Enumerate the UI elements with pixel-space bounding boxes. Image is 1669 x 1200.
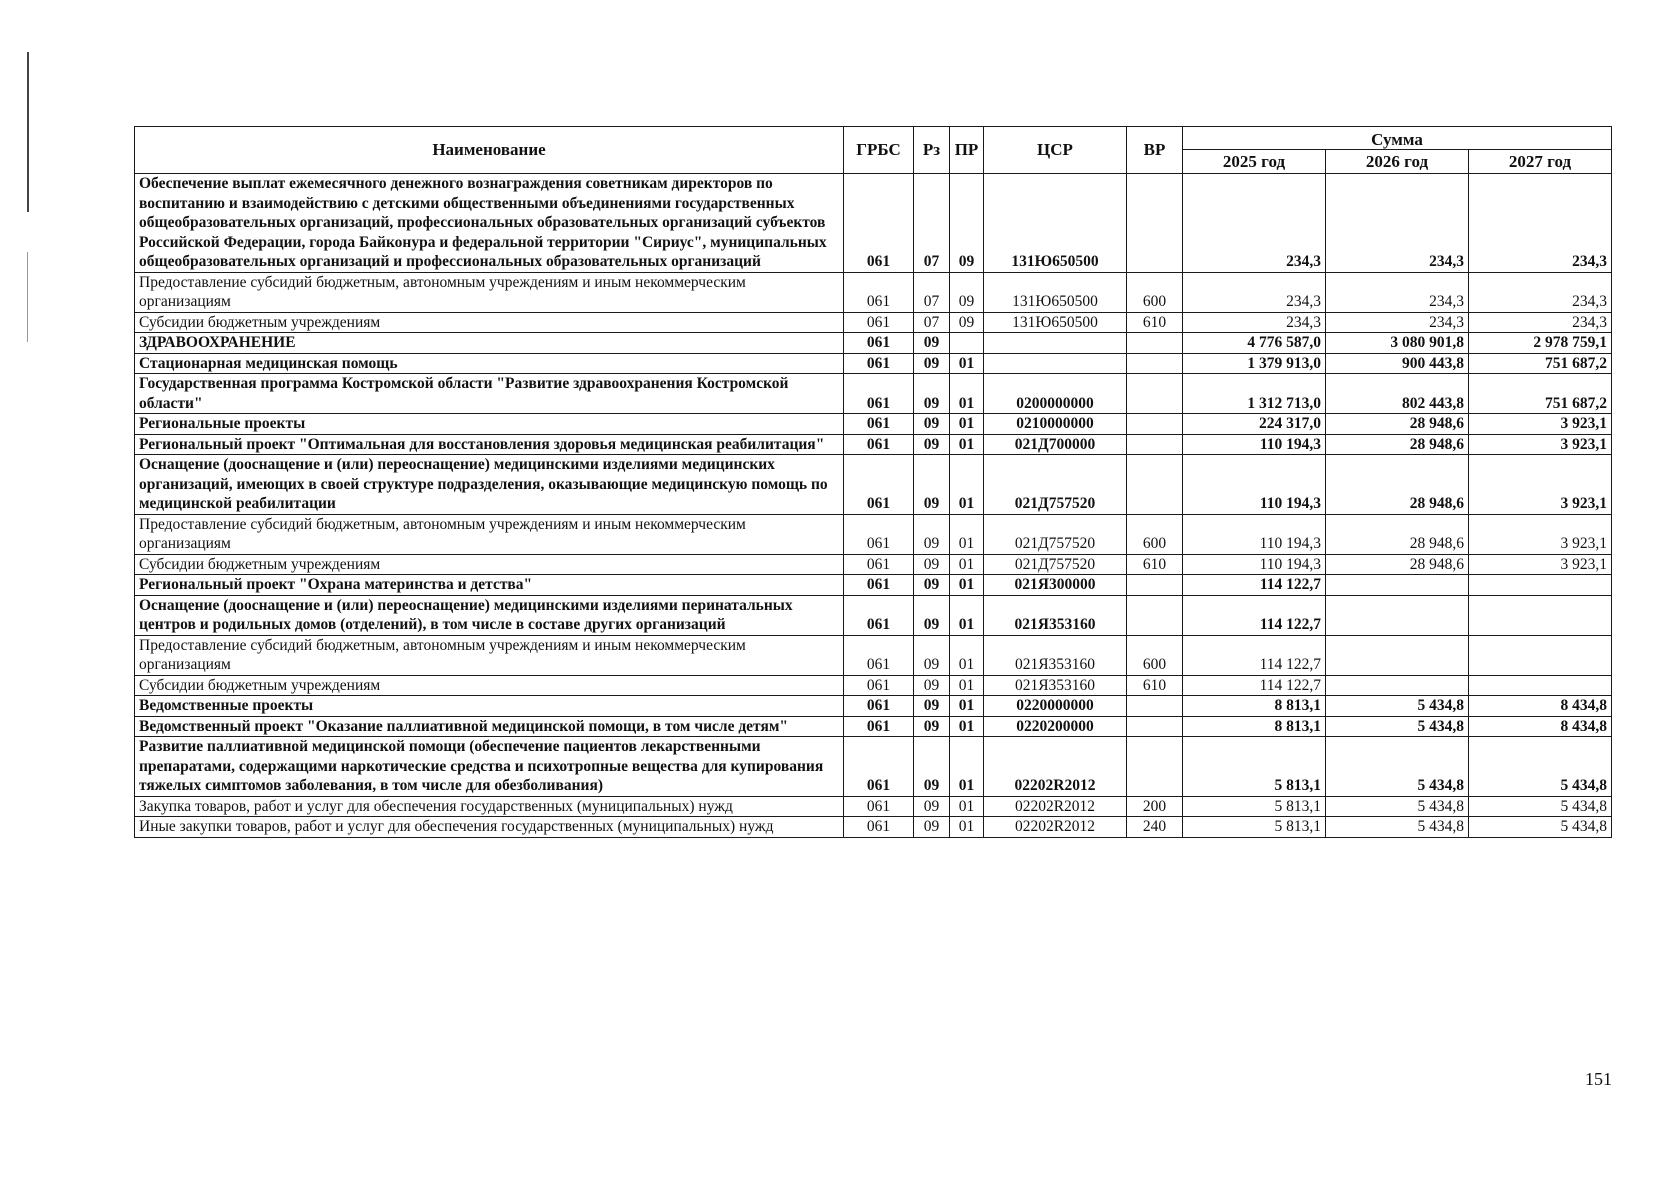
table-row (135, 575, 1612, 596)
cell-csr: 021Я300000 (984, 575, 1127, 596)
cell-pr: 01 (950, 353, 984, 374)
cell-rz: 09 (914, 514, 950, 554)
cell-2026: 5 434,8 (1326, 716, 1469, 737)
cell-vr (1127, 333, 1183, 354)
cell-rz: 07 (914, 174, 950, 273)
cell-2027: 5 434,8 (1469, 817, 1612, 838)
cell-csr: 02202R2012 (984, 737, 1127, 797)
header-grbs: ГРБС (844, 127, 914, 174)
cell-csr: 131Ю650500 (984, 312, 1127, 333)
cell-2026: 28 948,6 (1326, 514, 1469, 554)
header-csr: ЦСР (984, 127, 1127, 174)
cell-name: Региональные проекты (135, 414, 844, 435)
cell-csr: 131Ю650500 (984, 272, 1127, 312)
cell-2025: 234,3 (1183, 174, 1326, 273)
cell-vr (1127, 434, 1183, 455)
cell-2027: 2 978 759,1 (1469, 333, 1612, 354)
cell-grbs: 061 (844, 575, 914, 596)
cell-2027: 234,3 (1469, 312, 1612, 333)
cell-name: Предоставление субсидий бюджетным, автономным учреждениям и иным некоммерческим организациям (135, 272, 844, 312)
cell-2026: 5 434,8 (1326, 737, 1469, 797)
cell-rz: 09 (914, 333, 950, 354)
cell-2025: 110 194,3 (1183, 514, 1326, 554)
cell-2025: 5 813,1 (1183, 817, 1326, 838)
cell-pr: 01 (950, 554, 984, 575)
cell-csr: 0220000000 (984, 696, 1127, 717)
cell-rz: 09 (914, 554, 950, 575)
table-row (135, 595, 1612, 635)
header-pr: ПР (950, 127, 984, 174)
cell-grbs: 061 (844, 333, 914, 354)
cell-pr: 09 (950, 312, 984, 333)
table-row (135, 353, 1612, 374)
cell-name: Иные закупки товаров, работ и услуг для обеспечения государственных (муниципальных) нужд (135, 817, 844, 838)
cell-2025: 110 194,3 (1183, 554, 1326, 575)
table-row (135, 174, 1612, 273)
cell-vr (1127, 575, 1183, 596)
cell-pr: 01 (950, 514, 984, 554)
cell-pr: 01 (950, 817, 984, 838)
cell-name: Региональный проект "Охрана материнства и детства" (135, 575, 844, 596)
cell-rz: 09 (914, 595, 950, 635)
cell-pr: 01 (950, 696, 984, 717)
cell-name: Региональный проект "Оптимальная для восстановления здоровья медицинская реабилитация" (135, 434, 844, 455)
cell-vr (1127, 737, 1183, 797)
cell-csr (984, 333, 1127, 354)
cell-csr: 0220200000 (984, 716, 1127, 737)
cell-2026: 234,3 (1326, 272, 1469, 312)
cell-grbs: 061 (844, 675, 914, 696)
cell-csr: 0210000000 (984, 414, 1127, 435)
table-row (135, 817, 1612, 838)
cell-name: Развитие паллиативной медицинской помощи (обеспечение пациентов лекарственными препаратами, содержащими наркотические средства и психотропные вещества для купирования тяжелых симптомов заболевания, в том числе для обезболивания) (135, 737, 844, 797)
cell-rz: 09 (914, 575, 950, 596)
header-rz: Рз (914, 127, 950, 174)
cell-vr (1127, 696, 1183, 717)
cell-csr: 021Я353160 (984, 675, 1127, 696)
cell-name: Субсидии бюджетным учреждениям (135, 554, 844, 575)
cell-grbs: 061 (844, 716, 914, 737)
cell-vr (1127, 374, 1183, 414)
cell-csr: 021Д757520 (984, 514, 1127, 554)
cell-rz: 09 (914, 675, 950, 696)
cell-grbs: 061 (844, 554, 914, 575)
cell-rz: 09 (914, 796, 950, 817)
cell-csr: 021Д757520 (984, 455, 1127, 515)
cell-grbs: 061 (844, 353, 914, 374)
cell-2027: 8 434,8 (1469, 716, 1612, 737)
cell-2025: 8 813,1 (1183, 716, 1326, 737)
cell-grbs: 061 (844, 595, 914, 635)
table-row (135, 737, 1612, 797)
cell-grbs: 061 (844, 434, 914, 455)
cell-name: Субсидии бюджетным учреждениям (135, 312, 844, 333)
cell-rz: 09 (914, 353, 950, 374)
table-row (135, 333, 1612, 354)
cell-2025: 114 122,7 (1183, 575, 1326, 596)
cell-2026: 28 948,6 (1326, 554, 1469, 575)
cell-2026: 802 443,8 (1326, 374, 1469, 414)
cell-2027: 5 434,8 (1469, 737, 1612, 797)
cell-csr: 02202R2012 (984, 796, 1127, 817)
header-vr: ВР (1127, 127, 1183, 174)
cell-grbs: 061 (844, 174, 914, 273)
cell-pr: 01 (950, 374, 984, 414)
cell-name: Ведомственные проекты (135, 696, 844, 717)
cell-vr (1127, 353, 1183, 374)
header-name: Наименование (135, 127, 844, 174)
cell-pr: 01 (950, 455, 984, 515)
cell-vr: 600 (1127, 514, 1183, 554)
cell-2026: 5 434,8 (1326, 696, 1469, 717)
cell-pr: 01 (950, 575, 984, 596)
cell-grbs: 061 (844, 374, 914, 414)
table-row (135, 312, 1612, 333)
table-row (135, 554, 1612, 575)
cell-2026: 234,3 (1326, 312, 1469, 333)
cell-grbs: 061 (844, 635, 914, 675)
header-year-2027: 2027 год (1469, 150, 1612, 174)
cell-2027: 3 923,1 (1469, 554, 1612, 575)
cell-pr: 01 (950, 796, 984, 817)
header-year-2025: 2025 год (1183, 150, 1326, 174)
cell-vr (1127, 716, 1183, 737)
cell-2026: 5 434,8 (1326, 796, 1469, 817)
cell-2025: 110 194,3 (1183, 434, 1326, 455)
cell-2025: 114 122,7 (1183, 635, 1326, 675)
table-row (135, 796, 1612, 817)
cell-csr: 0200000000 (984, 374, 1127, 414)
cell-pr: 01 (950, 595, 984, 635)
table-row (135, 675, 1612, 696)
cell-csr (984, 353, 1127, 374)
cell-vr (1127, 414, 1183, 435)
cell-2025: 8 813,1 (1183, 696, 1326, 717)
cell-name: Государственная программа Костромской области "Развитие здравоохранения Костромской области" (135, 374, 844, 414)
cell-2026 (1326, 675, 1469, 696)
cell-2026 (1326, 635, 1469, 675)
cell-vr (1127, 174, 1183, 273)
cell-name: Ведомственный проект "Оказание паллиативной медицинской помощи, в том числе детям" (135, 716, 844, 737)
cell-2026: 900 443,8 (1326, 353, 1469, 374)
cell-2026: 3 080 901,8 (1326, 333, 1469, 354)
cell-vr: 610 (1127, 554, 1183, 575)
cell-2026: 28 948,6 (1326, 414, 1469, 435)
cell-pr: 09 (950, 174, 984, 273)
cell-csr: 021Д700000 (984, 434, 1127, 455)
cell-rz: 09 (914, 374, 950, 414)
cell-2025: 234,3 (1183, 272, 1326, 312)
cell-pr: 01 (950, 635, 984, 675)
cell-name: Закупка товаров, работ и услуг для обеспечения государственных (муниципальных) нужд (135, 796, 844, 817)
cell-2027: 3 923,1 (1469, 434, 1612, 455)
cell-2027: 751 687,2 (1469, 374, 1612, 414)
cell-rz: 09 (914, 817, 950, 838)
cell-2027: 8 434,8 (1469, 696, 1612, 717)
cell-vr (1127, 455, 1183, 515)
cell-grbs: 061 (844, 514, 914, 554)
table-row (135, 455, 1612, 515)
cell-2027 (1469, 575, 1612, 596)
cell-2027 (1469, 635, 1612, 675)
cell-name: Предоставление субсидий бюджетным, автономным учреждениям и иным некоммерческим организациям (135, 635, 844, 675)
cell-name: Субсидии бюджетным учреждениям (135, 675, 844, 696)
cell-2025: 110 194,3 (1183, 455, 1326, 515)
cell-pr: 01 (950, 675, 984, 696)
cell-grbs: 061 (844, 312, 914, 333)
table-row (135, 434, 1612, 455)
cell-rz: 09 (914, 414, 950, 435)
cell-name: ЗДРАВООХРАНЕНИЕ (135, 333, 844, 354)
page-number: 151 (1585, 1069, 1612, 1089)
table-row (135, 374, 1612, 414)
cell-2027: 751 687,2 (1469, 353, 1612, 374)
cell-grbs: 061 (844, 455, 914, 515)
cell-grbs: 061 (844, 796, 914, 817)
table-row (135, 414, 1612, 435)
cell-2025: 5 813,1 (1183, 737, 1326, 797)
cell-csr: 021Д757520 (984, 554, 1127, 575)
cell-pr: 01 (950, 414, 984, 435)
cell-2027: 5 434,8 (1469, 796, 1612, 817)
table-header (135, 127, 1612, 174)
cell-2025: 4 776 587,0 (1183, 333, 1326, 354)
cell-rz: 09 (914, 716, 950, 737)
cell-2025: 1 379 913,0 (1183, 353, 1326, 374)
cell-vr: 200 (1127, 796, 1183, 817)
header-sum: Сумма (1183, 127, 1612, 150)
cell-grbs: 061 (844, 737, 914, 797)
cell-2026 (1326, 575, 1469, 596)
cell-2025: 114 122,7 (1183, 675, 1326, 696)
cell-2027: 234,3 (1469, 272, 1612, 312)
cell-2027: 3 923,1 (1469, 414, 1612, 435)
cell-vr: 600 (1127, 635, 1183, 675)
table-row (135, 635, 1612, 675)
cell-rz: 09 (914, 635, 950, 675)
cell-2027: 234,3 (1469, 174, 1612, 273)
cell-2027 (1469, 675, 1612, 696)
cell-csr: 02202R2012 (984, 817, 1127, 838)
cell-2025: 5 813,1 (1183, 796, 1326, 817)
cell-2027 (1469, 595, 1612, 635)
cell-2027: 3 923,1 (1469, 455, 1612, 515)
cell-2025: 224 317,0 (1183, 414, 1326, 435)
cell-rz: 09 (914, 737, 950, 797)
cell-2026: 28 948,6 (1326, 434, 1469, 455)
header-year-2026: 2026 год (1326, 150, 1469, 174)
cell-2025: 1 312 713,0 (1183, 374, 1326, 414)
scan-margin-line (27, 252, 28, 342)
cell-csr: 021Я353160 (984, 595, 1127, 635)
cell-csr: 131Ю650500 (984, 174, 1127, 273)
table-row (135, 716, 1612, 737)
cell-pr: 01 (950, 716, 984, 737)
cell-rz: 09 (914, 455, 950, 515)
table-body (135, 174, 1612, 838)
cell-name: Обеспечение выплат ежемесячного денежного вознаграждения советникам директоров по воспитанию и взаимодействию с детскими общественными объединениями государственных общеобразовательных организаций, профессиональных образовательных организаций субъектов Российской Федерации, города Байконура и федеральной территории "Сириус", муниципальных общеобразовательных организаций и профессиональных образовательных организаций (135, 174, 844, 273)
cell-vr: 240 (1127, 817, 1183, 838)
cell-name: Оснащение (дооснащение и (или) переоснащение) медицинскими изделиями медицинских организаций, имеющих в своей структуре подразделения, оказывающие медицинскую помощь по медицинской реабилитации (135, 455, 844, 515)
cell-vr: 610 (1127, 675, 1183, 696)
cell-pr: 01 (950, 434, 984, 455)
cell-pr (950, 333, 984, 354)
cell-vr: 600 (1127, 272, 1183, 312)
cell-grbs: 061 (844, 696, 914, 717)
cell-pr: 09 (950, 272, 984, 312)
cell-2026: 5 434,8 (1326, 817, 1469, 838)
cell-2025: 234,3 (1183, 312, 1326, 333)
cell-2026 (1326, 595, 1469, 635)
cell-2026: 28 948,6 (1326, 455, 1469, 515)
cell-grbs: 061 (844, 817, 914, 838)
table-row (135, 696, 1612, 717)
cell-2026: 234,3 (1326, 174, 1469, 273)
cell-2027: 3 923,1 (1469, 514, 1612, 554)
scan-margin-line (27, 52, 29, 212)
cell-name: Оснащение (дооснащение и (или) переоснащение) медицинскими изделиями перинатальных центров и родильных домов (отделений), в том числе в составе других организаций (135, 595, 844, 635)
cell-rz: 09 (914, 696, 950, 717)
cell-2025: 114 122,7 (1183, 595, 1326, 635)
budget-table (134, 126, 1612, 838)
cell-name: Стационарная медицинская помощь (135, 353, 844, 374)
cell-rz: 07 (914, 312, 950, 333)
cell-rz: 07 (914, 272, 950, 312)
cell-csr: 021Я353160 (984, 635, 1127, 675)
cell-vr (1127, 595, 1183, 635)
cell-grbs: 061 (844, 272, 914, 312)
cell-rz: 09 (914, 434, 950, 455)
table-row (135, 272, 1612, 312)
cell-vr: 610 (1127, 312, 1183, 333)
table-row (135, 514, 1612, 554)
cell-name: Предоставление субсидий бюджетным, автономным учреждениям и иным некоммерческим организациям (135, 514, 844, 554)
cell-grbs: 061 (844, 414, 914, 435)
cell-pr: 01 (950, 737, 984, 797)
